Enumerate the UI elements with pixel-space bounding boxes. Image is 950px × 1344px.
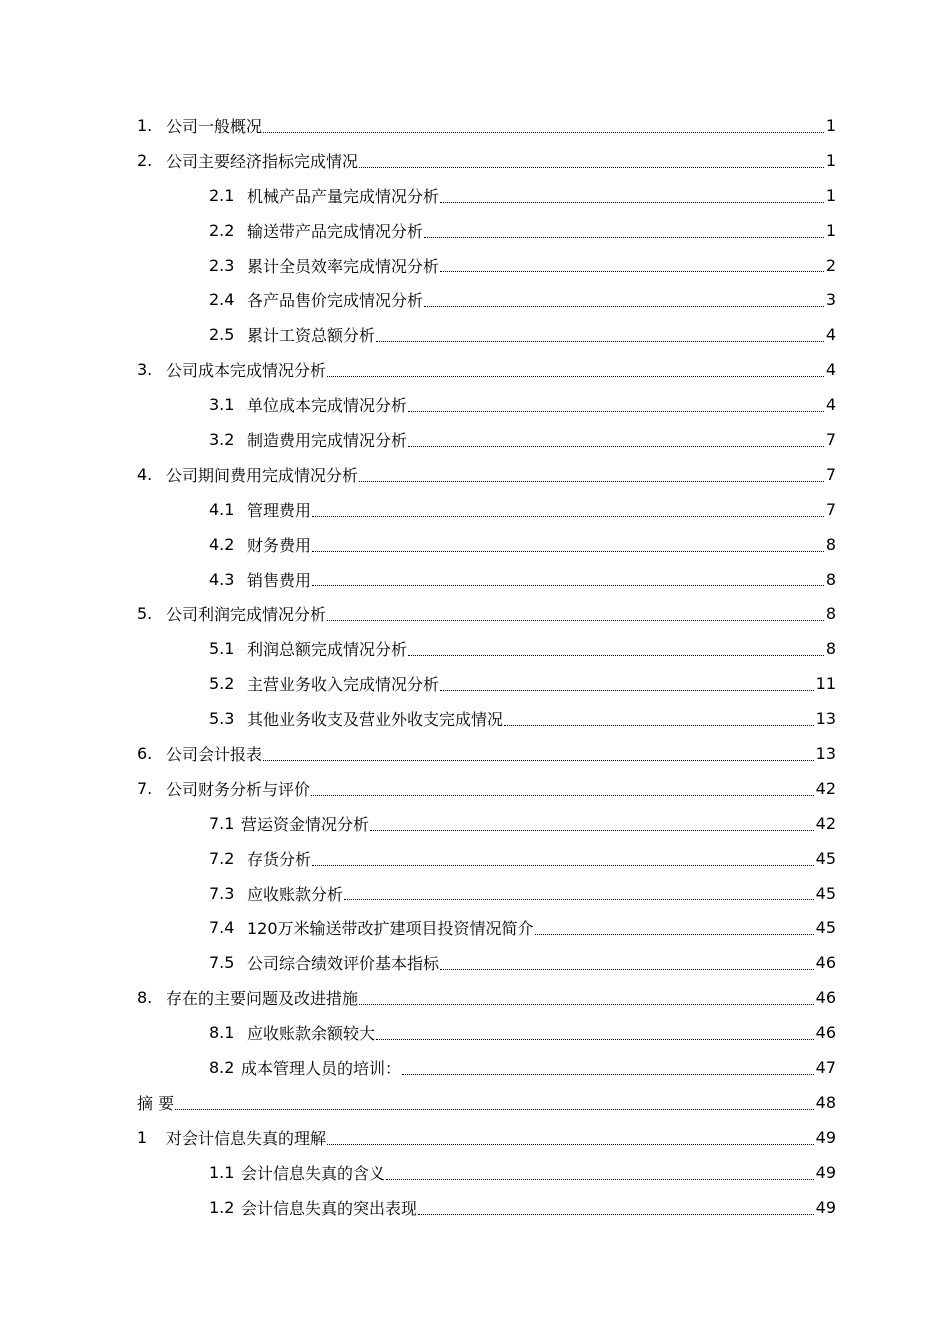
toc-entry-number: 8.1 — [209, 1023, 235, 1043]
toc-entry-title: 单位成本完成情况分析 — [247, 393, 407, 416]
toc-leader-dots — [408, 411, 824, 412]
toc-entry[interactable] — [0, 492, 950, 527]
toc-entry[interactable] — [0, 213, 950, 248]
toc-entry-page: 3 — [825, 290, 836, 310]
toc-entry[interactable] — [0, 527, 950, 562]
toc-entry-page: 4 — [825, 360, 836, 380]
toc-entry[interactable] — [0, 1050, 950, 1085]
toc-entry-number: 2.2 — [209, 220, 235, 240]
toc-entry-page: 7 — [825, 499, 836, 519]
toc-entry-number: 1.2 — [209, 1197, 235, 1217]
toc-entry-title: 会计信息失真的含义 — [241, 1161, 385, 1184]
toc-entry-title: 存货分析 — [247, 847, 311, 870]
toc-leader-dots — [440, 969, 814, 970]
toc-entry[interactable] — [0, 1085, 950, 1120]
toc-entry-number: 2. — [137, 150, 153, 170]
toc-leader-dots — [327, 1144, 814, 1145]
toc-entry-page: 1 — [825, 115, 836, 135]
toc-entry-title: 公司利润完成情况分析 — [166, 602, 326, 625]
toc-entry-number: 7.3 — [209, 883, 235, 903]
toc-entry[interactable] — [0, 422, 950, 457]
toc-entry[interactable] — [0, 806, 950, 841]
toc-entry-page: 45 — [815, 883, 836, 903]
toc-entry[interactable] — [0, 910, 950, 945]
toc-entry-title: 制造费用完成情况分析 — [247, 428, 407, 451]
toc-entry[interactable] — [0, 387, 950, 422]
toc-entry-title: 公司财务分析与评价 — [166, 777, 310, 800]
toc-leader-dots — [359, 1004, 814, 1005]
toc-entry-number: 1.1 — [209, 1162, 235, 1182]
toc-entry-page: 48 — [815, 1092, 836, 1112]
toc-entry-number: 5. — [137, 604, 153, 624]
toc-leader-dots — [408, 655, 824, 656]
toc-entry-page: 8 — [825, 639, 836, 659]
toc-entry-number: 5.1 — [209, 639, 235, 659]
toc-entry-number: 7.4 — [209, 918, 235, 938]
toc-entry[interactable] — [0, 317, 950, 352]
toc-entry-title: 累计全员效率完成情况分析 — [247, 254, 439, 277]
toc-entry-title: 其他业务收支及营业外收支完成情况 — [247, 707, 503, 730]
table-of-contents — [0, 108, 950, 1225]
toc-entry[interactable] — [0, 841, 950, 876]
toc-leader-dots — [424, 237, 824, 238]
toc-entry-number: 1 — [137, 1127, 148, 1147]
toc-entry[interactable] — [0, 1155, 950, 1190]
toc-entry-page: 42 — [815, 813, 836, 833]
toc-entry-page: 4 — [825, 395, 836, 415]
toc-entry-number: 2.3 — [209, 255, 235, 275]
toc-entry-page: 13 — [815, 743, 836, 763]
toc-entry-page: 7 — [825, 464, 836, 484]
toc-entry-number: 3. — [137, 360, 153, 380]
toc-leader-dots — [175, 1109, 814, 1110]
toc-entry-title: 营运资金情况分析 — [241, 812, 369, 835]
toc-entry[interactable] — [0, 666, 950, 701]
toc-leader-dots — [312, 585, 824, 586]
toc-entry-page: 45 — [815, 918, 836, 938]
toc-entry-number: 3.1 — [209, 395, 235, 415]
toc-entry-title: 应收账款余额较大 — [247, 1021, 375, 1044]
toc-entry-title: 利润总额完成情况分析 — [247, 637, 407, 660]
toc-leader-dots — [263, 132, 824, 133]
toc-leader-dots — [424, 306, 824, 307]
toc-entry-number: 2.5 — [209, 325, 235, 345]
toc-leader-dots — [408, 446, 824, 447]
toc-entry-page: 13 — [815, 709, 836, 729]
toc-entry[interactable] — [0, 631, 950, 666]
toc-entry[interactable] — [0, 352, 950, 387]
toc-entry-title: 销售费用 — [247, 568, 311, 591]
toc-leader-dots — [376, 1039, 814, 1040]
toc-leader-dots — [359, 167, 824, 168]
toc-entry-number: 4.2 — [209, 534, 235, 554]
toc-entry[interactable] — [0, 248, 950, 283]
toc-entry-page: 49 — [815, 1197, 836, 1217]
toc-leader-dots — [327, 620, 824, 621]
toc-entry-page: 45 — [815, 848, 836, 868]
toc-leader-dots — [263, 760, 814, 761]
toc-entry-title: 输送带产品完成情况分析 — [247, 219, 423, 242]
toc-entry-title: 会计信息失真的突出表现 — [241, 1196, 417, 1219]
toc-entry[interactable] — [0, 1120, 950, 1155]
toc-entry-number: 2.4 — [209, 290, 235, 310]
toc-entry-page: 49 — [815, 1127, 836, 1147]
toc-entry-page: 49 — [815, 1162, 836, 1182]
toc-entry-number: 7.1 — [209, 813, 235, 833]
toc-leader-dots — [504, 725, 814, 726]
toc-entry-page: 42 — [815, 778, 836, 798]
toc-entry-page: 46 — [815, 953, 836, 973]
toc-entry-number: 7.2 — [209, 848, 235, 868]
toc-leader-dots — [440, 271, 824, 272]
toc-entry-page: 4 — [825, 325, 836, 345]
toc-entry-page: 47 — [815, 1057, 836, 1077]
toc-entry-title: 公司成本完成情况分析 — [166, 358, 326, 381]
toc-leader-dots — [370, 830, 814, 831]
toc-entry-number: 4. — [137, 464, 153, 484]
toc-entry-number: 7.5 — [209, 953, 235, 973]
toc-entry-page: 1 — [825, 185, 836, 205]
toc-entry-page: 8 — [825, 534, 836, 554]
toc-entry-page: 8 — [825, 604, 836, 624]
toc-entry[interactable] — [0, 1190, 950, 1225]
toc-leader-dots — [402, 1074, 814, 1075]
toc-entry[interactable] — [0, 1015, 950, 1050]
toc-entry-title: 公司会计报表 — [166, 742, 262, 765]
toc-entry-number: 4.3 — [209, 569, 235, 589]
toc-entry-title: 公司一般概况 — [166, 114, 262, 137]
toc-entry-page: 46 — [815, 1023, 836, 1043]
toc-entry-title: 摘 要 — [137, 1091, 174, 1114]
toc-entry-title: 管理费用 — [247, 498, 311, 521]
toc-leader-dots — [376, 341, 824, 342]
toc-entry-number: 3.2 — [209, 429, 235, 449]
toc-entry-page: 11 — [815, 674, 836, 694]
toc-entry-number: 2.1 — [209, 185, 235, 205]
toc-entry-title: 成本管理人员的培训： — [241, 1056, 401, 1079]
toc-entry[interactable] — [0, 108, 950, 143]
toc-entry-title: 公司主要经济指标完成情况 — [166, 149, 358, 172]
toc-entry-page: 7 — [825, 429, 836, 449]
toc-entry-page: 8 — [825, 569, 836, 589]
toc-entry[interactable] — [0, 945, 950, 980]
toc-entry-title: 各产品售价完成情况分析 — [247, 288, 423, 311]
toc-leader-dots — [312, 516, 824, 517]
toc-entry-title: 公司综合绩效评价基本指标 — [247, 951, 439, 974]
toc-entry-number: 5.3 — [209, 709, 235, 729]
toc-leader-dots — [535, 934, 814, 935]
toc-entry[interactable] — [0, 876, 950, 911]
toc-entry[interactable] — [0, 980, 950, 1015]
toc-entry-page: 46 — [815, 988, 836, 1008]
toc-entry-title: 120万米输送带改扩建项目投资情况简介 — [247, 916, 534, 939]
toc-entry-title: 机械产品产量完成情况分析 — [247, 184, 439, 207]
toc-leader-dots — [418, 1214, 814, 1215]
toc-entry-number: 6. — [137, 743, 153, 763]
toc-leader-dots — [311, 795, 814, 796]
toc-entry-number: 4.1 — [209, 499, 235, 519]
toc-leader-dots — [359, 481, 824, 482]
toc-leader-dots — [312, 865, 814, 866]
toc-leader-dots — [386, 1179, 814, 1180]
toc-entry-title: 公司期间费用完成情况分析 — [166, 463, 358, 486]
toc-entry-title: 存在的主要问题及改进措施 — [166, 986, 358, 1009]
toc-entry-page: 1 — [825, 220, 836, 240]
toc-leader-dots — [440, 202, 824, 203]
toc-entry-title: 主营业务收入完成情况分析 — [247, 672, 439, 695]
toc-entry[interactable] — [0, 771, 950, 806]
toc-entry-number: 5.2 — [209, 674, 235, 694]
toc-entry[interactable] — [0, 178, 950, 213]
toc-entry[interactable] — [0, 736, 950, 771]
toc-entry[interactable] — [0, 701, 950, 736]
toc-entry-number: 8.2 — [209, 1057, 235, 1077]
toc-entry[interactable] — [0, 596, 950, 631]
toc-entry-title: 财务费用 — [247, 533, 311, 556]
toc-leader-dots — [440, 690, 814, 691]
toc-entry-page: 1 — [825, 150, 836, 170]
toc-leader-dots — [312, 551, 824, 552]
toc-entry-number: 7. — [137, 778, 153, 798]
toc-entry-page: 2 — [825, 255, 836, 275]
toc-entry[interactable] — [0, 143, 950, 178]
toc-entry[interactable] — [0, 282, 950, 317]
toc-leader-dots — [327, 376, 824, 377]
toc-entry-title: 应收账款分析 — [247, 882, 343, 905]
toc-entry[interactable] — [0, 562, 950, 597]
toc-leader-dots — [344, 899, 814, 900]
toc-entry-number: 8. — [137, 988, 153, 1008]
toc-entry-title: 累计工资总额分析 — [247, 323, 375, 346]
toc-entry-title: 对会计信息失真的理解 — [166, 1126, 326, 1149]
toc-entry-number: 1. — [137, 115, 153, 135]
toc-entry[interactable] — [0, 457, 950, 492]
